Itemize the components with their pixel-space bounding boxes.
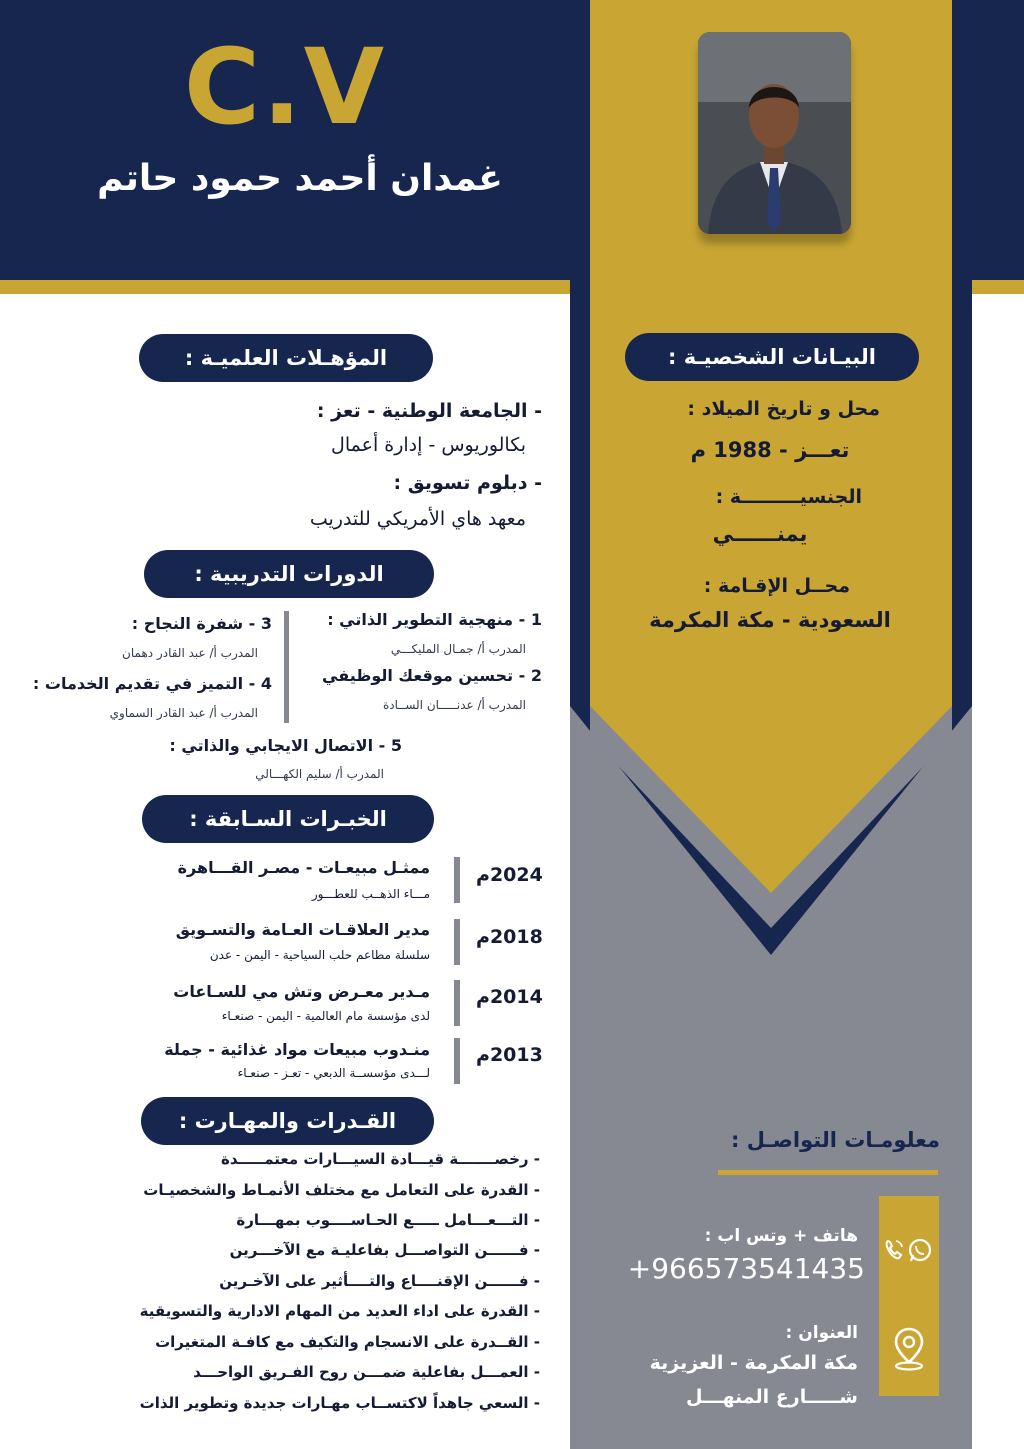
experience-2-place: سلسلة مطاعم حلب السياحية - اليمن - عدن	[209, 948, 430, 962]
experience-1-year: 2024م	[476, 864, 543, 886]
experience-4-place: لـــدى مؤسســة الدبعي - تعـز - صنعـاء	[237, 1066, 430, 1080]
qualification-2-title: - دبلوم تسويق :	[393, 472, 542, 494]
experience-3-title: مـدير معـرض وتش مي للسـاعات	[173, 982, 430, 1001]
experience-3-bar	[454, 980, 460, 1026]
skill-item: - القدرة على اداء العديد من المهام الادارية والتسويقية	[139, 1302, 540, 1320]
whatsapp-icon	[910, 1240, 930, 1261]
course-4-title: 4 - التميز في تقديم الخدمات :	[32, 674, 272, 693]
portrait-illustration	[698, 32, 851, 234]
course-4-trainer: المدرب أ/ عبد القادر السماوي	[109, 706, 258, 720]
birth-label: محل و تاريخ الميلاد :	[687, 398, 880, 420]
residence-value: السعودية - مكة المكرمة	[649, 608, 891, 632]
course-2-trainer: المدرب أ/ عدنـــــان الســادة	[383, 698, 526, 712]
birth-value: تعـــز - 1988 م	[690, 438, 850, 462]
address-line-2: شـــــارع المنهـــل	[686, 1386, 858, 1408]
phone-icon	[887, 1241, 902, 1258]
course-1-trainer: المدرب أ/ جمـال المليكـــي	[390, 642, 526, 656]
courses-heading: الدورات التدريبية :	[144, 550, 434, 598]
cv-title: C.V	[183, 26, 387, 148]
qualification-2-detail: معهد هاي الأمريكي للتدريب	[309, 508, 526, 530]
skill-item: - فــــــن الإقنــــاع والتــــأثير على الآخـرين	[219, 1272, 540, 1290]
location-pin-icon	[892, 1326, 926, 1372]
skill-item: - فــــــن التواصـــل بفاعليـة مع الآخـــرين	[229, 1241, 540, 1259]
full-name: غمدان أحمد حمود حاتم	[97, 158, 503, 199]
phone-number: +966573541435	[627, 1252, 865, 1285]
experience-4-title: منـدوب مبيعات مواد غذائية - جملة	[164, 1040, 430, 1059]
skill-item: - التـــعـــامل ـــــع الحـاســــوب بمهـــارة	[236, 1211, 540, 1229]
course-3-trainer: المدرب أ/ عبد القادر دهمان	[122, 646, 258, 660]
course-2-title: 2 - تحسين موقعك الوظيفي	[322, 666, 542, 685]
contact-heading: معلومـات التواصـل :	[730, 1128, 940, 1152]
course-3-title: 3 - شفرة النجاح :	[131, 614, 272, 633]
experience-1-title: ممثـل مبيعـات - مصـر القـــاهرة	[177, 858, 430, 877]
course-5-trainer: المدرب أ/ سليم الكهـــالي	[255, 767, 384, 781]
skill-item: - القــدرة على الانسجام والتكيف مع كافـة المتغيرات	[155, 1333, 540, 1351]
qualifications-heading: المؤهـلات العلميـة :	[139, 334, 433, 382]
courses-divider	[284, 611, 289, 723]
course-5-title: 5 - الاتصال الايجابي والذاتي :	[169, 736, 402, 755]
qualification-1-detail: بكالوريوس - إدارة أعمال	[331, 434, 526, 456]
experience-3-place: لدى مؤسسة مام العالمية - اليمن - صنعـاء	[221, 1009, 430, 1023]
experience-heading: الخبـرات السـابقة :	[142, 795, 434, 843]
experience-1-bar	[454, 857, 460, 903]
nationality-label: الجنسيـــــــــة :	[715, 486, 862, 508]
qualification-1-title: - الجامعة الوطنية - تعز :	[316, 400, 542, 422]
contact-underline	[718, 1170, 938, 1175]
course-1-title: 1 - منهجية التطوير الذاتي :	[327, 610, 542, 629]
skill-item: - العمـــل بفاعلية ضمـــن روح الفـريق الواحـــد	[193, 1363, 540, 1381]
experience-3-year: 2014م	[476, 986, 543, 1008]
nationality-value: يمنــــــي	[712, 522, 808, 546]
experience-1-place: مـــاء الذهــب للعطـــور	[311, 887, 430, 901]
phone-label: هاتف + وتس اب :	[704, 1226, 858, 1246]
skill-item: - رخصـــــــة قيـــادة السيـــارات معتمـــــدة	[221, 1150, 540, 1168]
experience-2-year: 2018م	[476, 926, 543, 948]
phone-whatsapp-icons	[882, 1236, 934, 1264]
experience-2-bar	[454, 919, 460, 965]
address-label: العنوان :	[785, 1323, 858, 1343]
skills-heading: القـدرات والمهـارت :	[141, 1097, 434, 1145]
residence-label: محــل الإقـامة :	[703, 575, 850, 597]
address-line-1: مكة المكرمة - العزيزية	[649, 1352, 858, 1374]
skill-item: - القدرة على التعامل مع مختلف الأنمـاط والشخصيـات	[143, 1181, 540, 1199]
skill-item: - السعي جاهداً لاكتســاب مهـارات جديدة وتطوير الذات	[139, 1394, 540, 1412]
experience-2-title: مدير العلاقـات العـامة والتسـويق	[175, 920, 430, 939]
experience-4-bar	[454, 1038, 460, 1084]
experience-4-year: 2013م	[476, 1044, 543, 1066]
personal-data-heading: البيـانات الشخصيـة :	[625, 333, 919, 381]
profile-photo	[698, 32, 851, 234]
